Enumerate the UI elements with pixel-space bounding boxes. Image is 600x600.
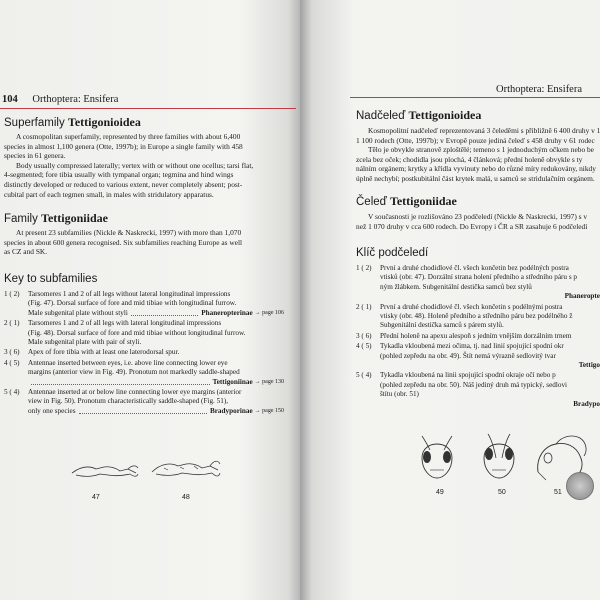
figure-50-drawing bbox=[474, 432, 524, 484]
superfamily-text: A cosmopolitan superfamily, represented by three families with about 6,400 species in almost 1,100 genera (Otte, 1997b); in Europe a single family with 458 species in 61 genera. Body usually compressed laterally; vertex with or without one ocellus; tarsi flat, 4-segmented; fore tibia usually with tympanal organ; tegmina and hind wings distinctly developed or reduced to various extent, never completely absent; post- cubital part of each tegmen small, in males with stridulatory apparatus. bbox=[4, 132, 254, 199]
figure-47-label: 47 bbox=[92, 494, 100, 501]
key-heading: Klíč podčeledí bbox=[356, 247, 429, 259]
key-entry: 3 ( 6) Apex of fore tibia with at least one laterodorsal spur. bbox=[4, 348, 180, 357]
right-page bbox=[300, 0, 600, 600]
figure-47-drawing bbox=[70, 455, 140, 485]
family-heading: Family Tettigoniidae bbox=[4, 211, 108, 225]
page-header: Orthoptera: Ensifera bbox=[496, 84, 583, 95]
key-entry: 1 ( 2) První a druhé chodidlové čl. všech končetin bez podélných postra vtisků (obr. 47). Dorzální strana holení předního a středního páru s p ným žlábkem. Subgenitální destička samců bez stylů Phaneropte bbox=[356, 264, 600, 301]
key-entry: 3 ( 6) Přední holeně na apexu alespoň s jedním vnějším dorzálním trnem bbox=[356, 331, 572, 340]
family-text: V současnosti je rozlišováno 23 podčeledí (Nickle & Naskrecki, 1997) s v než 1 070 druhy v cca 600 rodech. Do Evropy i ČR a SR zasahuje 6 podčeledí bbox=[356, 212, 588, 231]
key-list bbox=[356, 264, 600, 410]
figure-49-label: 49 bbox=[436, 489, 444, 496]
superfamily-heading: Superfamily Tettigonioidea bbox=[4, 115, 141, 129]
header-rule bbox=[350, 97, 600, 98]
page-header bbox=[2, 94, 118, 105]
page-number: 104 bbox=[2, 94, 18, 105]
key-entry: 2 ( 1) První a druhé chodidlové čl. všech končetin s podélnými postra vtisky (obr. 48). Holeně předního a středního páru bez podélného ž Subgenitální destička samců s párem stylů. bbox=[356, 302, 573, 330]
key-heading: Key to subfamilies bbox=[4, 273, 98, 285]
family-text: At present 23 subfamilies (Nickle & Naskrecki, 1997) with more than 1,070 species in about 600 genera recognised. Six subfamilies reaching Europe as well as CZ and SK. bbox=[4, 228, 243, 257]
header-title: Orthoptera: Ensifera bbox=[32, 94, 119, 105]
key-list bbox=[4, 290, 284, 417]
key-entry: 5 ( 4) Antennae inserted at or below line connecting lower eye margins (anterior view in Fig. 50). Pronotum characteristically saddle-shaped (Fig. 51), only one species Bradyporinae → page 150 bbox=[4, 388, 284, 415]
key-entry: 4 ( 5) Antennae inserted between eyes, i.e. above line connecting lower eye margins (anterior view in Fig. 49). Pronotum not markedly saddle-shaped Tettigoniinae → page 130 bbox=[4, 358, 284, 386]
superfamily-heading: Nadčeleď Tettigonioidea bbox=[356, 108, 482, 122]
family-heading: Čeleď Tettigoniidae bbox=[356, 194, 457, 208]
header-rule bbox=[0, 108, 296, 109]
library-stamp-icon bbox=[566, 472, 594, 500]
figure-48-drawing bbox=[150, 452, 222, 484]
key-entry: 1 ( 2) Tarsomeres 1 and 2 of all legs without lateral longitudinal impressions (Fig. 47). Dorsal surface of fore and mid tibiae with longitudinal furrow. Male subgenital plate without styli Phaneropterinae → page 106 bbox=[4, 290, 284, 317]
key-entry: 4 ( 5) Tykadla vkloubená mezi očima, tj. nad linií spojující spodní okr (pohled zepředu na obr. 49). Štít nemá výrazně sedlovitý tvar Tettigo bbox=[356, 342, 600, 370]
figure-51-label: 51 bbox=[554, 489, 562, 496]
superfamily-text: Kosmopolitní nadčeleď reprezentovaná 3 čeleděmi s přibližně 6 400 druhy v 1 1 100 rodech (Otte, 1997b); v Evropě pouze jediná čeleď s 458 druhy v 61 rodec Tělo je obvykle stranově zploštělé; temeno s 1 jednoduchým očkem nebo be zcela bez oček; chodidla jsou plochá, 4 článková; přední holeně obvykle s ty nálním orgánem; krytky a křídla vyvinuty nebo do různé míry redukovány, nikdy úplně nechybí; postkubitální část krytek malá, u samců se stridulačním orgánem. bbox=[356, 126, 600, 183]
figure-49-drawing bbox=[412, 432, 462, 484]
key-entry: 5 ( 4) Tykadla vkloubená na linii spojující spodní okraje očí nebo p (pohled zepředu na obr. 50). Náš jediný druh má typický, sedlovi štítu (obr. 51) Bradypo bbox=[356, 371, 600, 408]
key-entry: 2 ( 1) Tarsomeres 1 and 2 of all legs with lateral longitudinal impressions (Fig. 48). Dorsal surface of fore and mid tibiae without longitudinal furrow. Male subgenital plate with pair of styli. bbox=[4, 319, 246, 347]
figure-48-label: 48 bbox=[182, 494, 190, 501]
figure-50-label: 50 bbox=[498, 489, 506, 496]
